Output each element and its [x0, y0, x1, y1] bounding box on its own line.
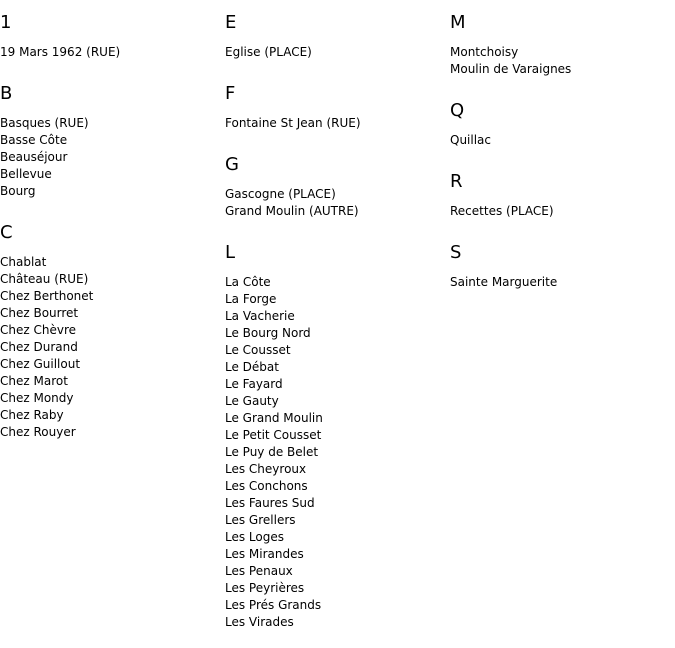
- street-item: [225, 325, 445, 342]
- street-link-les-pres-grands[interactable]: Les Prés Grands: [225, 598, 322, 612]
- street-link-les-faures-sud[interactable]: Les Faures Sud: [225, 496, 315, 510]
- letter-heading: M: [450, 12, 466, 33]
- street-item: [225, 186, 445, 203]
- street-item: [0, 44, 220, 61]
- street-link-le-cousset[interactable]: Le Cousset: [225, 343, 291, 357]
- street-link-fontaine-st-jean-rue[interactable]: Fontaine St Jean (RUE): [225, 116, 361, 130]
- street-item: [0, 254, 220, 271]
- street-item: [450, 61, 670, 78]
- street-link-bourg[interactable]: Bourg: [0, 184, 36, 198]
- street-link-chateau-rue[interactable]: Château (RUE): [0, 272, 89, 286]
- street-list: [0, 115, 220, 200]
- street-item: [225, 410, 445, 427]
- letter-heading: B: [0, 83, 13, 104]
- street-link-chez-guillout[interactable]: Chez Guillout: [0, 357, 81, 371]
- street-link-bellevue[interactable]: Bellevue: [0, 167, 52, 181]
- letter-group-g: [225, 154, 445, 220]
- street-link-quillac[interactable]: Quillac: [450, 133, 492, 147]
- street-item: [0, 271, 220, 288]
- street-link-chez-raby[interactable]: Chez Raby: [0, 408, 64, 422]
- street-item: [225, 203, 445, 220]
- street-link-les-grellers[interactable]: Les Grellers: [225, 513, 296, 527]
- street-index-column-3: [450, 0, 670, 291]
- street-item: [225, 342, 445, 359]
- letter-heading: R: [450, 171, 463, 192]
- street-item: [0, 183, 220, 200]
- street-item: [225, 495, 445, 512]
- street-item: [0, 305, 220, 322]
- street-link-chez-mondy[interactable]: Chez Mondy: [0, 391, 74, 405]
- street-list: [225, 186, 445, 220]
- street-list: [225, 274, 445, 631]
- street-item: [225, 376, 445, 393]
- letter-heading: E: [225, 12, 237, 33]
- street-item: [225, 546, 445, 563]
- street-link-le-fayard[interactable]: Le Fayard: [225, 377, 283, 391]
- letter-heading: 1: [0, 12, 12, 33]
- street-link-les-mirandes[interactable]: Les Mirandes: [225, 547, 304, 561]
- street-item: [225, 115, 445, 132]
- street-link-la-cote[interactable]: La Côte: [225, 275, 271, 289]
- street-item: [0, 322, 220, 339]
- letter-group-m: [450, 12, 670, 78]
- street-list: [0, 44, 220, 61]
- street-link-les-virades[interactable]: Les Virades: [225, 615, 294, 629]
- street-link-les-penaux[interactable]: Les Penaux: [225, 564, 293, 578]
- street-link-le-petit-cousset[interactable]: Le Petit Cousset: [225, 428, 322, 442]
- street-item: [225, 308, 445, 325]
- street-link-chez-bourret[interactable]: Chez Bourret: [0, 306, 79, 320]
- street-link-les-cheyroux[interactable]: Les Cheyroux: [225, 462, 307, 476]
- street-link-eglise-place[interactable]: Eglise (PLACE): [225, 45, 312, 59]
- street-link-gascogne-place[interactable]: Gascogne (PLACE): [225, 187, 336, 201]
- street-link-19-mars-1962-rue[interactable]: 19 Mars 1962 (RUE): [0, 45, 121, 59]
- street-item: [225, 393, 445, 410]
- street-link-sainte-marguerite[interactable]: Sainte Marguerite: [450, 275, 558, 289]
- street-link-beausejour[interactable]: Beauséjour: [0, 150, 68, 164]
- street-link-le-puy-de-belet[interactable]: Le Puy de Belet: [225, 445, 319, 459]
- letter-heading: F: [225, 83, 236, 104]
- street-item: [0, 115, 220, 132]
- street-list: [225, 44, 445, 61]
- street-item: [0, 373, 220, 390]
- street-link-recettes-place[interactable]: Recettes (PLACE): [450, 204, 554, 218]
- street-link-le-debat[interactable]: Le Débat: [225, 360, 279, 374]
- letter-heading: L: [225, 242, 236, 263]
- street-item: [0, 132, 220, 149]
- street-link-le-grand-moulin[interactable]: Le Grand Moulin: [225, 411, 323, 425]
- letter-group-l: [225, 242, 445, 631]
- street-list: [225, 115, 445, 132]
- street-link-chez-rouyer[interactable]: Chez Rouyer: [0, 425, 76, 439]
- street-list: [0, 254, 220, 441]
- street-link-la-vacherie[interactable]: La Vacherie: [225, 309, 295, 323]
- street-item: [225, 597, 445, 614]
- street-link-chez-durand[interactable]: Chez Durand: [0, 340, 78, 354]
- street-link-chablat[interactable]: Chablat: [0, 255, 47, 269]
- letter-heading: S: [450, 242, 462, 263]
- street-link-les-loges[interactable]: Les Loges: [225, 530, 284, 544]
- street-list: [450, 203, 670, 220]
- street-link-le-bourg-nord[interactable]: Le Bourg Nord: [225, 326, 311, 340]
- street-item: [225, 563, 445, 580]
- street-item: [0, 407, 220, 424]
- street-item: [0, 166, 220, 183]
- letter-group-q: [450, 100, 670, 149]
- street-item: [225, 461, 445, 478]
- street-link-basques-rue[interactable]: Basques (RUE): [0, 116, 89, 130]
- street-item: [225, 291, 445, 308]
- letter-group-s: [450, 242, 670, 291]
- street-item: [0, 424, 220, 441]
- street-item: [225, 444, 445, 461]
- letter-group-1: [0, 12, 220, 61]
- street-link-les-peyrieres[interactable]: Les Peyrières: [225, 581, 305, 595]
- street-item: [225, 427, 445, 444]
- street-list: [450, 132, 670, 149]
- street-link-montchoisy[interactable]: Montchoisy: [450, 45, 519, 59]
- letter-group-c: [0, 222, 220, 441]
- street-item: [225, 44, 445, 61]
- street-item: [450, 203, 670, 220]
- street-index-column-2: [225, 0, 445, 631]
- street-item: [225, 580, 445, 597]
- letter-heading: Q: [450, 100, 465, 121]
- street-list: [450, 44, 670, 78]
- street-link-le-gauty[interactable]: Le Gauty: [225, 394, 279, 408]
- street-item: [225, 359, 445, 376]
- street-link-basse-cote[interactable]: Basse Côte: [0, 133, 68, 147]
- street-item: [0, 356, 220, 373]
- letter-group-f: [225, 83, 445, 132]
- letter-heading: G: [225, 154, 239, 175]
- street-link-grand-moulin-autre[interactable]: Grand Moulin (AUTRE): [225, 204, 359, 218]
- letter-group-b: [0, 83, 220, 200]
- street-item: [225, 512, 445, 529]
- street-item: [225, 478, 445, 495]
- street-index-column-1: [0, 0, 220, 441]
- street-item: [450, 274, 670, 291]
- street-link-chez-chevre[interactable]: Chez Chèvre: [0, 323, 77, 337]
- street-list: [450, 274, 670, 291]
- street-item: [0, 149, 220, 166]
- street-item: [225, 529, 445, 546]
- street-item: [0, 339, 220, 356]
- street-link-chez-marot[interactable]: Chez Marot: [0, 374, 68, 388]
- letter-group-r: [450, 171, 670, 220]
- letter-heading: C: [0, 222, 13, 243]
- street-link-chez-berthonet[interactable]: Chez Berthonet: [0, 289, 94, 303]
- street-item: [0, 288, 220, 305]
- street-item: [450, 132, 670, 149]
- street-item: [0, 390, 220, 407]
- letter-group-e: [225, 12, 445, 61]
- street-link-la-forge[interactable]: La Forge: [225, 292, 277, 306]
- street-item: [225, 614, 445, 631]
- street-item: [225, 274, 445, 291]
- street-link-moulin-de-varaignes[interactable]: Moulin de Varaignes: [450, 62, 572, 76]
- street-item: [450, 44, 670, 61]
- street-link-les-conchons[interactable]: Les Conchons: [225, 479, 308, 493]
